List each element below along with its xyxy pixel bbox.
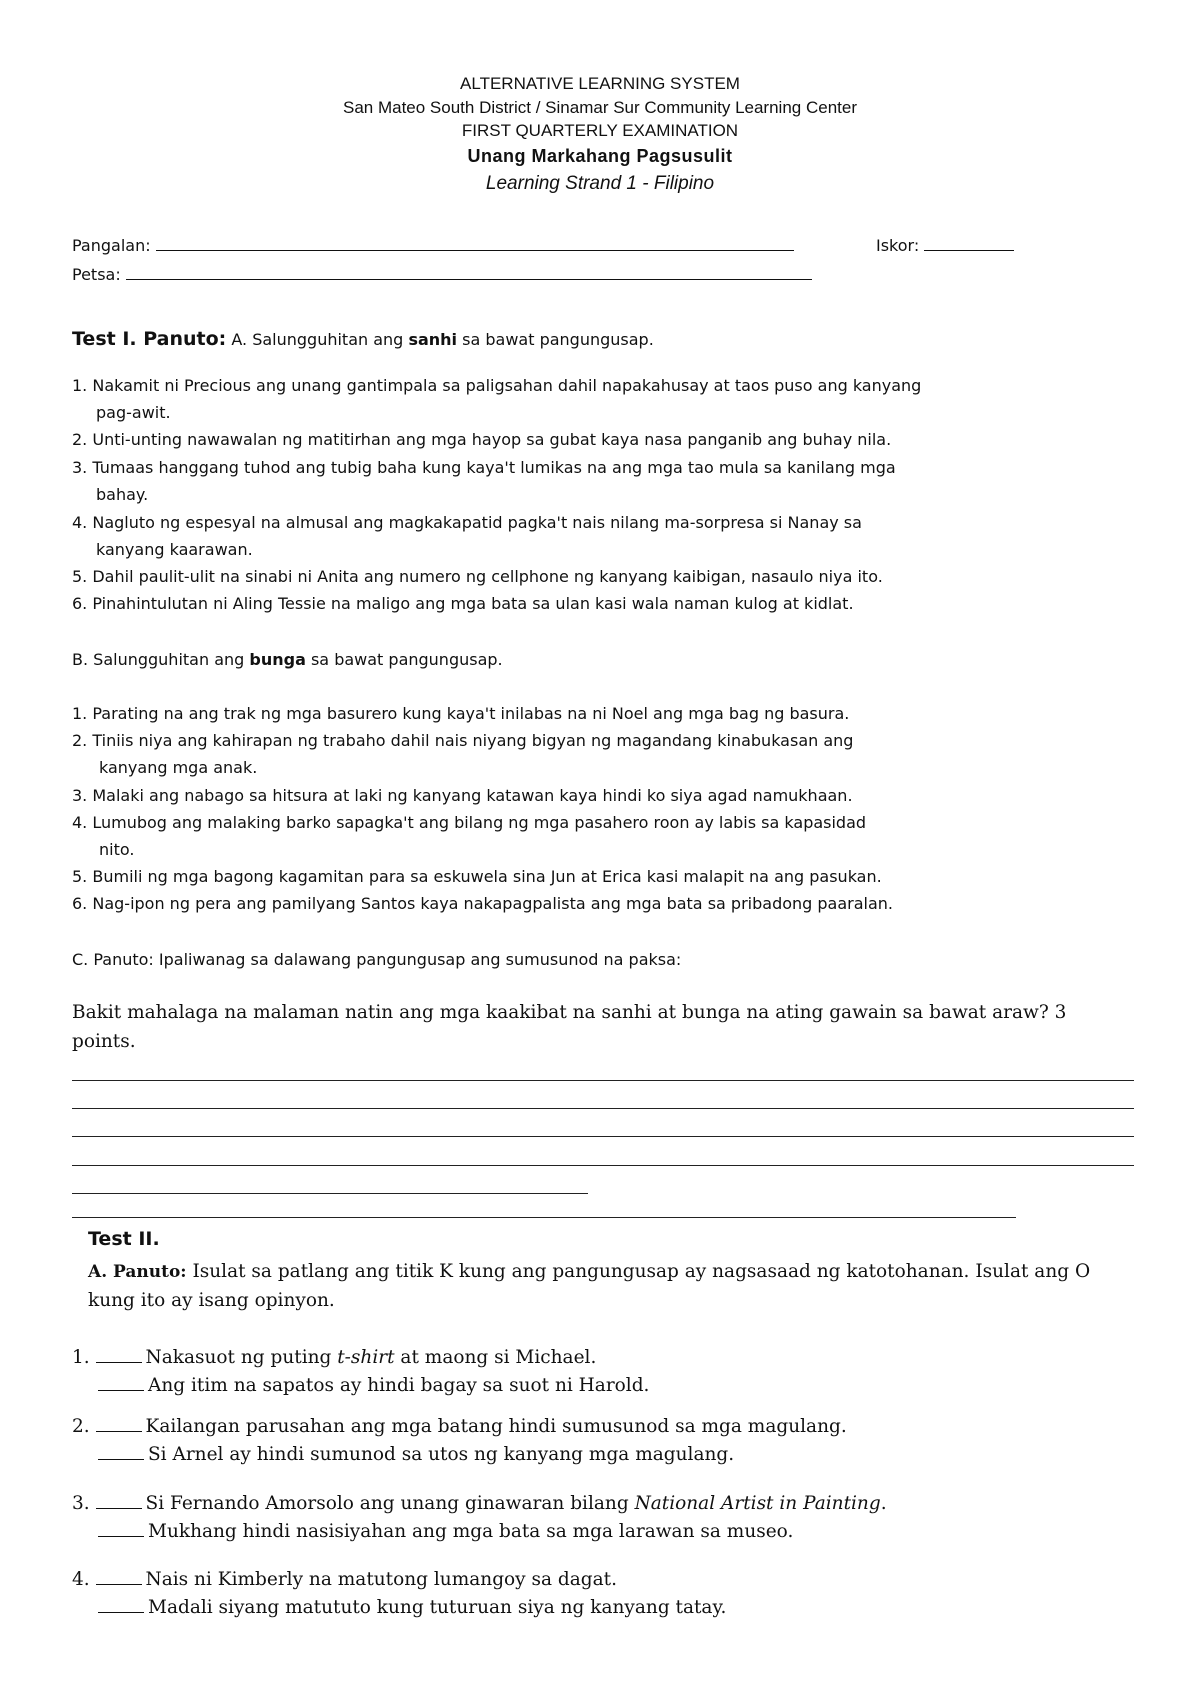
list-item (72, 594, 854, 613)
test1-partA-post: sa bawat pangungusap. (462, 330, 654, 349)
exam-title: Unang Markahang Pagsusulit (467, 146, 733, 166)
answer-line[interactable] (72, 1136, 1134, 1137)
item-number: 1. (72, 376, 88, 395)
name-label: Pangalan: (72, 236, 151, 255)
list-item (98, 1374, 649, 1396)
item-number: 2. (72, 1416, 90, 1437)
answer-blank[interactable] (96, 1568, 142, 1585)
item-text: Pinahintulutan ni Aling Tessie na maligo ang mga bata sa ulan kasi wala naman kulog at kidlat. (92, 594, 854, 613)
item-text: Parating na ang trak ng mga basurero kung kaya't inilabas na ni Noel ang mga bag ng basura. (92, 704, 850, 723)
score-field[interactable] (876, 236, 1014, 255)
item-number: 2. (72, 731, 88, 750)
answer-blank[interactable] (98, 1374, 144, 1391)
test1-partA-pre: Salungguhitan ang (252, 330, 404, 349)
list-item (98, 1596, 726, 1618)
list-item (72, 513, 862, 532)
item-text-italic: t-shirt (337, 1347, 395, 1368)
list-item (72, 813, 866, 832)
item-text: Tiniis niya ang kahirapan ng trabaho dahil nais niyang bigyan ng magandang kinabukasan ang (92, 731, 854, 750)
item-number: 2. (72, 430, 88, 449)
partC-instruction: C. Panuto: Ipaliwanag sa dalawang pangungusap ang sumusunod na paksa: (72, 950, 682, 969)
partB-label: B. (72, 650, 89, 669)
item-number: 5. (72, 567, 88, 586)
partC-question: Bakit mahalaga na malaman natin ang mga kaakibat na sanhi at bunga na ating gawain sa bawat araw? 3 (72, 1002, 1067, 1023)
header-line-3: FIRST QUARTERLY EXAMINATION (461, 121, 739, 140)
list-item (72, 1346, 596, 1368)
item-text: Si Arnel ay hindi sumunod sa utos ng kanyang mga magulang. (148, 1444, 735, 1465)
item-text-italic: National Artist in Painting (634, 1493, 881, 1514)
item-text: Malaki ang nabago sa hitsura at laki ng kanyang katawan kaya hindi ko siya agad namukhaan. (92, 786, 853, 805)
partB-post: sa bawat pangungusap. (310, 650, 503, 669)
item-text: Kailangan parusahan ang mga batang hindi sumusunod sa mga magulang. (145, 1416, 847, 1437)
item-number: 1. (72, 704, 88, 723)
item-text: Unti-unting nawawalan ng matitirhan ang mga hayop sa gubat kaya nasa panganib ang buhay nila. (92, 430, 892, 449)
item-text-end: . (880, 1493, 887, 1514)
list-item (72, 731, 853, 750)
item-text: Nakamit ni Precious ang unang gantimpala sa paligsahan dahil napakahusay at taos puso ang kanyang (92, 376, 922, 395)
test2-instruction-text: Isulat sa patlang ang titik K kung ang pangungusap ay nagsasaad ng katotohanan. Isulat ang O (192, 1261, 1091, 1282)
test2-title: Test II. (88, 1228, 160, 1250)
list-item-continuation: nito. (99, 840, 135, 859)
list-item (72, 1492, 887, 1514)
list-item-continuation: kanyang mga anak. (99, 758, 258, 777)
score-label: Iskor: (876, 236, 920, 255)
item-number: 4. (72, 1569, 90, 1590)
answer-blank[interactable] (96, 1492, 142, 1509)
answer-line[interactable] (72, 1193, 588, 1194)
item-text: Nais ni Kimberly na matutong lumangoy sa dagat. (145, 1569, 617, 1590)
list-item (72, 867, 882, 886)
test2-instruction (88, 1261, 1090, 1282)
date-blank[interactable] (126, 265, 812, 280)
list-item-continuation: bahay. (96, 485, 149, 504)
header-line-2: San Mateo South District / Sinamar Sur Community Learning Center (342, 98, 857, 117)
list-item (72, 1568, 617, 1590)
score-blank[interactable] (924, 236, 1014, 251)
item-text: Nag-ipon ng pera ang pamilyang Santos kaya nakapagpalista ang mga bata sa pribadong paaralan. (92, 894, 894, 913)
answer-blank[interactable] (98, 1596, 144, 1613)
partB-heading (72, 650, 503, 669)
item-number: 3. (72, 786, 88, 805)
test1-partA-keyword: sanhi (408, 330, 458, 349)
item-number: 4. (72, 513, 88, 532)
name-field[interactable] (72, 236, 794, 255)
test1-heading (72, 328, 654, 350)
exam-subtitle: Learning Strand 1 - Filipino (485, 173, 715, 194)
item-number: 1. (72, 1347, 90, 1368)
list-item (72, 430, 891, 449)
item-text-end: at maong si Michael. (394, 1347, 597, 1368)
partC-question-continuation: points. (72, 1031, 136, 1052)
test1-partA-label: A. (231, 330, 248, 349)
answer-blank[interactable] (96, 1415, 142, 1432)
item-text: Nagluto ng espesyal na almusal ang magkakapatid pagka't nais nilang ma-sorpresa si Nanay sa (92, 513, 862, 532)
list-item-continuation: pag-awit. (96, 403, 171, 422)
list-item (98, 1443, 734, 1465)
partB-keyword: bunga (249, 650, 306, 669)
item-text: Bumili ng mga bagong kagamitan para sa eskuwela sina Jun at Erica kasi malapit na ang pasukan. (92, 867, 882, 886)
list-item (72, 1415, 847, 1437)
list-item-continuation: kanyang kaarawan. (96, 540, 253, 559)
answer-line[interactable] (72, 1080, 1134, 1081)
item-text: Nakasuot ng puting (145, 1347, 338, 1368)
list-item (72, 786, 853, 805)
list-item (72, 567, 883, 586)
answer-line[interactable] (72, 1165, 1134, 1166)
item-text: Lumubog ang malaking barko sapagka't ang bilang ng mga pasahero roon ay labis sa kapasidad (92, 813, 867, 832)
header-line-1: ALTERNATIVE LEARNING SYSTEM (460, 74, 740, 93)
list-item (98, 1520, 793, 1542)
answer-blank[interactable] (98, 1443, 144, 1460)
item-text: Tumaas hanggang tuhod ang tubig baha kung kaya't lumikas na ang mga tao mula sa kanilang mga (92, 458, 896, 477)
date-label: Petsa: (72, 265, 121, 284)
answer-blank[interactable] (98, 1520, 144, 1537)
name-blank[interactable] (156, 236, 794, 251)
item-text: Madali siyang matututo kung tuturuan siya ng kanyang tatay. (148, 1597, 727, 1618)
list-item (72, 376, 921, 395)
item-number: 6. (72, 894, 88, 913)
date-field[interactable] (72, 265, 812, 284)
partB-pre: Salungguhitan ang (93, 650, 245, 669)
item-text: Dahil paulit-ulit na sinabi ni Anita ang numero ng cellphone ng kanyang kaibigan, nasaulo niya ito. (92, 567, 883, 586)
item-number: 3. (72, 1493, 90, 1514)
answer-blank[interactable] (96, 1346, 142, 1363)
test1-title: Test I. Panuto: (72, 328, 227, 350)
item-text: Ang itim na sapatos ay hindi bagay sa suot ni Harold. (148, 1375, 650, 1396)
item-number: 4. (72, 813, 88, 832)
item-number: 6. (72, 594, 88, 613)
section-divider (72, 1217, 1016, 1218)
item-number: 5. (72, 867, 88, 886)
item-number: 3. (72, 458, 88, 477)
list-item (72, 458, 896, 477)
item-text: Si Fernando Amorsolo ang unang ginawaran bilang (145, 1493, 635, 1514)
item-text: Mukhang hindi nasisiyahan ang mga bata sa mga larawan sa museo. (148, 1521, 794, 1542)
list-item (72, 894, 893, 913)
answer-line[interactable] (72, 1108, 1134, 1109)
test2-partA-label: A. Panuto: (88, 1262, 187, 1282)
test2-instruction-continuation: kung ito ay isang opinyon. (88, 1290, 335, 1311)
list-item (72, 704, 849, 723)
